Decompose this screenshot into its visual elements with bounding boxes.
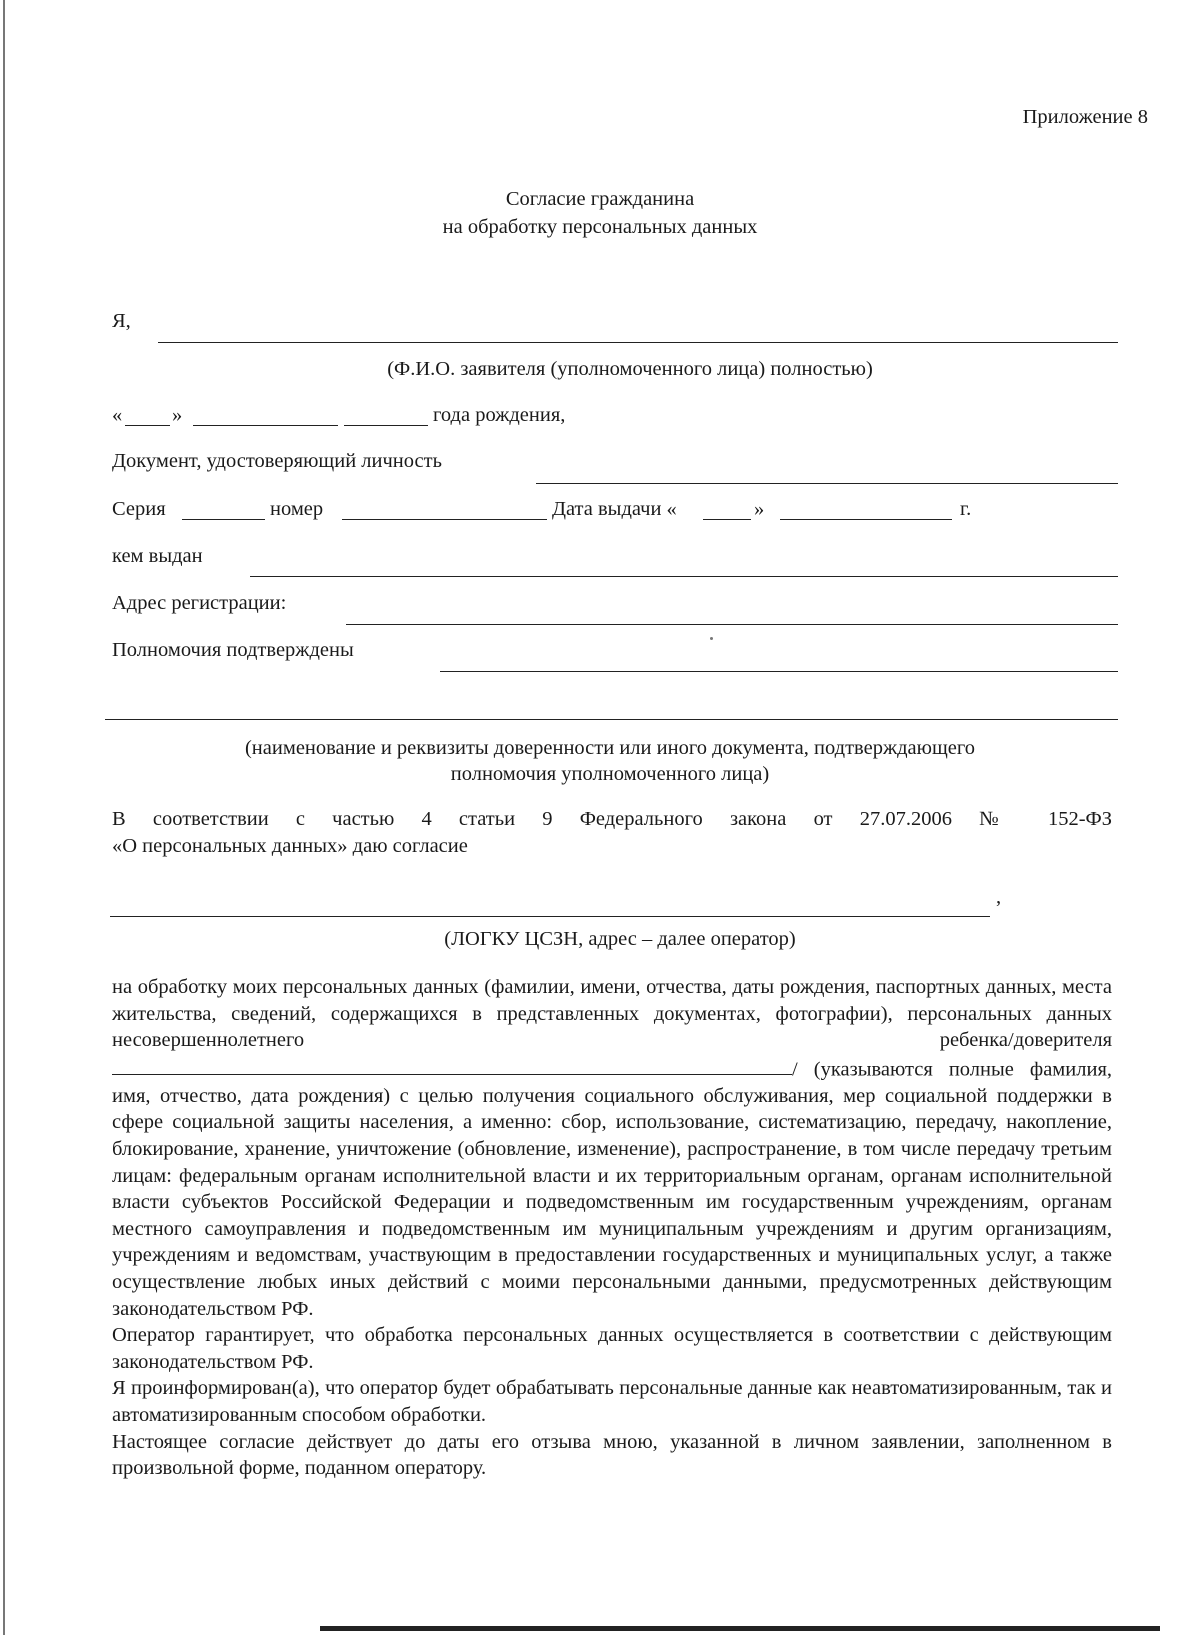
authority-caption-line2: полномочия уполномоченного лица) xyxy=(450,763,770,785)
scan-speck xyxy=(710,637,713,640)
series-field[interactable] xyxy=(182,519,265,520)
document-title-line2: на обработку персональных данных xyxy=(442,216,758,238)
applicant-name-caption: (Ф.И.О. заявителя (уполномоченного лица) полностью) xyxy=(387,358,873,380)
registration-field[interactable] xyxy=(346,624,1118,625)
document-title-line1: Согласие гражданина xyxy=(505,188,695,210)
authority-field-line2[interactable] xyxy=(105,719,1118,720)
issue-year-suffix: г. xyxy=(960,498,972,520)
consent-body-p1-part2: (указываются полные фамилия, имя, отчество, дата рождения) с целью получения социального обслуживания, мер социальной поддержки в сфере социальной защиты населения, а именно: сбор, использование, систематизацию, передачу, накопление, блокирование, хранение, уничтожение (обновление, изменение), распространение, в том числе передачу третьим лицам: федеральным органам исполнительной власти и их территориальным органам, органам исполнительной власти субъектов Российской Федерации и подведомственным им государственным учреждениям, органам местного самоуправления и подведомственным им муниципальным учреждениям и другим организациям, учреждениям и ведомствам, участвующим в предоставлении государственных и муниципальных услуг, а также осуществление любых иных действий с моими персональными данными, предусмотренных действующим законодательством РФ. xyxy=(112,1058,1113,1320)
consent-body-p3: Я проинформирован(а), что оператор будет обрабатывать персональные данные как неавтоматизированным, так и автоматизированным способом обработки. xyxy=(112,1377,1112,1426)
authority-label: Полномочия подтверждены xyxy=(112,639,354,661)
consent-body-p1-slash: / xyxy=(792,1058,798,1081)
annex-label: Приложение 8 xyxy=(1022,106,1148,128)
identity-doc-label: Документ, удостоверяющий личность xyxy=(112,450,442,472)
consent-body-p4: Настоящее согласие действует до даты его отзыва мною, указанной в личном заявлении, заполненном в произвольной форме, поданном оператору. xyxy=(112,1430,1112,1480)
birth-month-field[interactable] xyxy=(193,425,338,426)
series-label: Серия xyxy=(112,498,166,520)
applicant-name-field[interactable] xyxy=(158,342,1118,343)
consent-body-p1 xyxy=(112,974,1112,1322)
scan-left-edge xyxy=(3,0,5,1635)
birth-year-suffix: года рождения, xyxy=(433,404,566,426)
issued-by-label: кем выдан xyxy=(112,545,203,567)
authority-caption-line1: (наименование и реквизиты доверенности или иного документа, подтверждающего xyxy=(244,737,975,759)
scan-bottom-edge xyxy=(320,1626,1160,1631)
birth-day-close-quote: » xyxy=(172,404,183,426)
child-trustee-name-field[interactable] xyxy=(112,1054,792,1076)
operator-comma: , xyxy=(996,886,1002,908)
birth-year-field[interactable] xyxy=(344,425,428,426)
identity-doc-field[interactable] xyxy=(536,483,1118,484)
consent-body xyxy=(112,974,1112,1482)
number-label: номер xyxy=(270,498,324,520)
operator-caption: (ЛОГКУ ЦСЗН, адрес – далее оператор) xyxy=(444,928,796,950)
issue-month-year-field[interactable] xyxy=(780,519,952,520)
applicant-prefix: Я, xyxy=(112,310,131,332)
consent-intro xyxy=(112,806,1112,860)
operator-field[interactable] xyxy=(110,916,990,917)
consent-body-p2: Оператор гарантирует, что обработка персональных данных осуществляется в соответствии с действующим законодательством РФ. xyxy=(112,1324,1112,1373)
issue-day-field[interactable] xyxy=(703,519,751,520)
registration-label: Адрес регистрации: xyxy=(112,592,287,614)
consent-intro-line2: «О персональных данных» даю согласие xyxy=(112,835,468,857)
consent-body-p1-part1: на обработку моих персональных данных (фамилии, имени, отчества, даты рождения, паспортных данных, места жительства, сведений, содержащихся в представленных документах, фотографии), персональных данных несовершеннолетнего ребенка/доверителя xyxy=(112,976,1112,1052)
issued-by-field[interactable] xyxy=(250,576,1118,577)
number-field[interactable] xyxy=(342,519,547,520)
birth-day-field[interactable] xyxy=(125,425,170,426)
issue-day-close-quote: » xyxy=(754,498,765,520)
birth-day-open-quote: « xyxy=(112,404,123,426)
consent-intro-line1: В соответствии с частью 4 статьи 9 Федерального закона от 27.07.2006 № 152-ФЗ xyxy=(112,808,1112,830)
issue-date-label: Дата выдачи « xyxy=(552,498,677,520)
authority-field-line1[interactable] xyxy=(440,671,1118,672)
